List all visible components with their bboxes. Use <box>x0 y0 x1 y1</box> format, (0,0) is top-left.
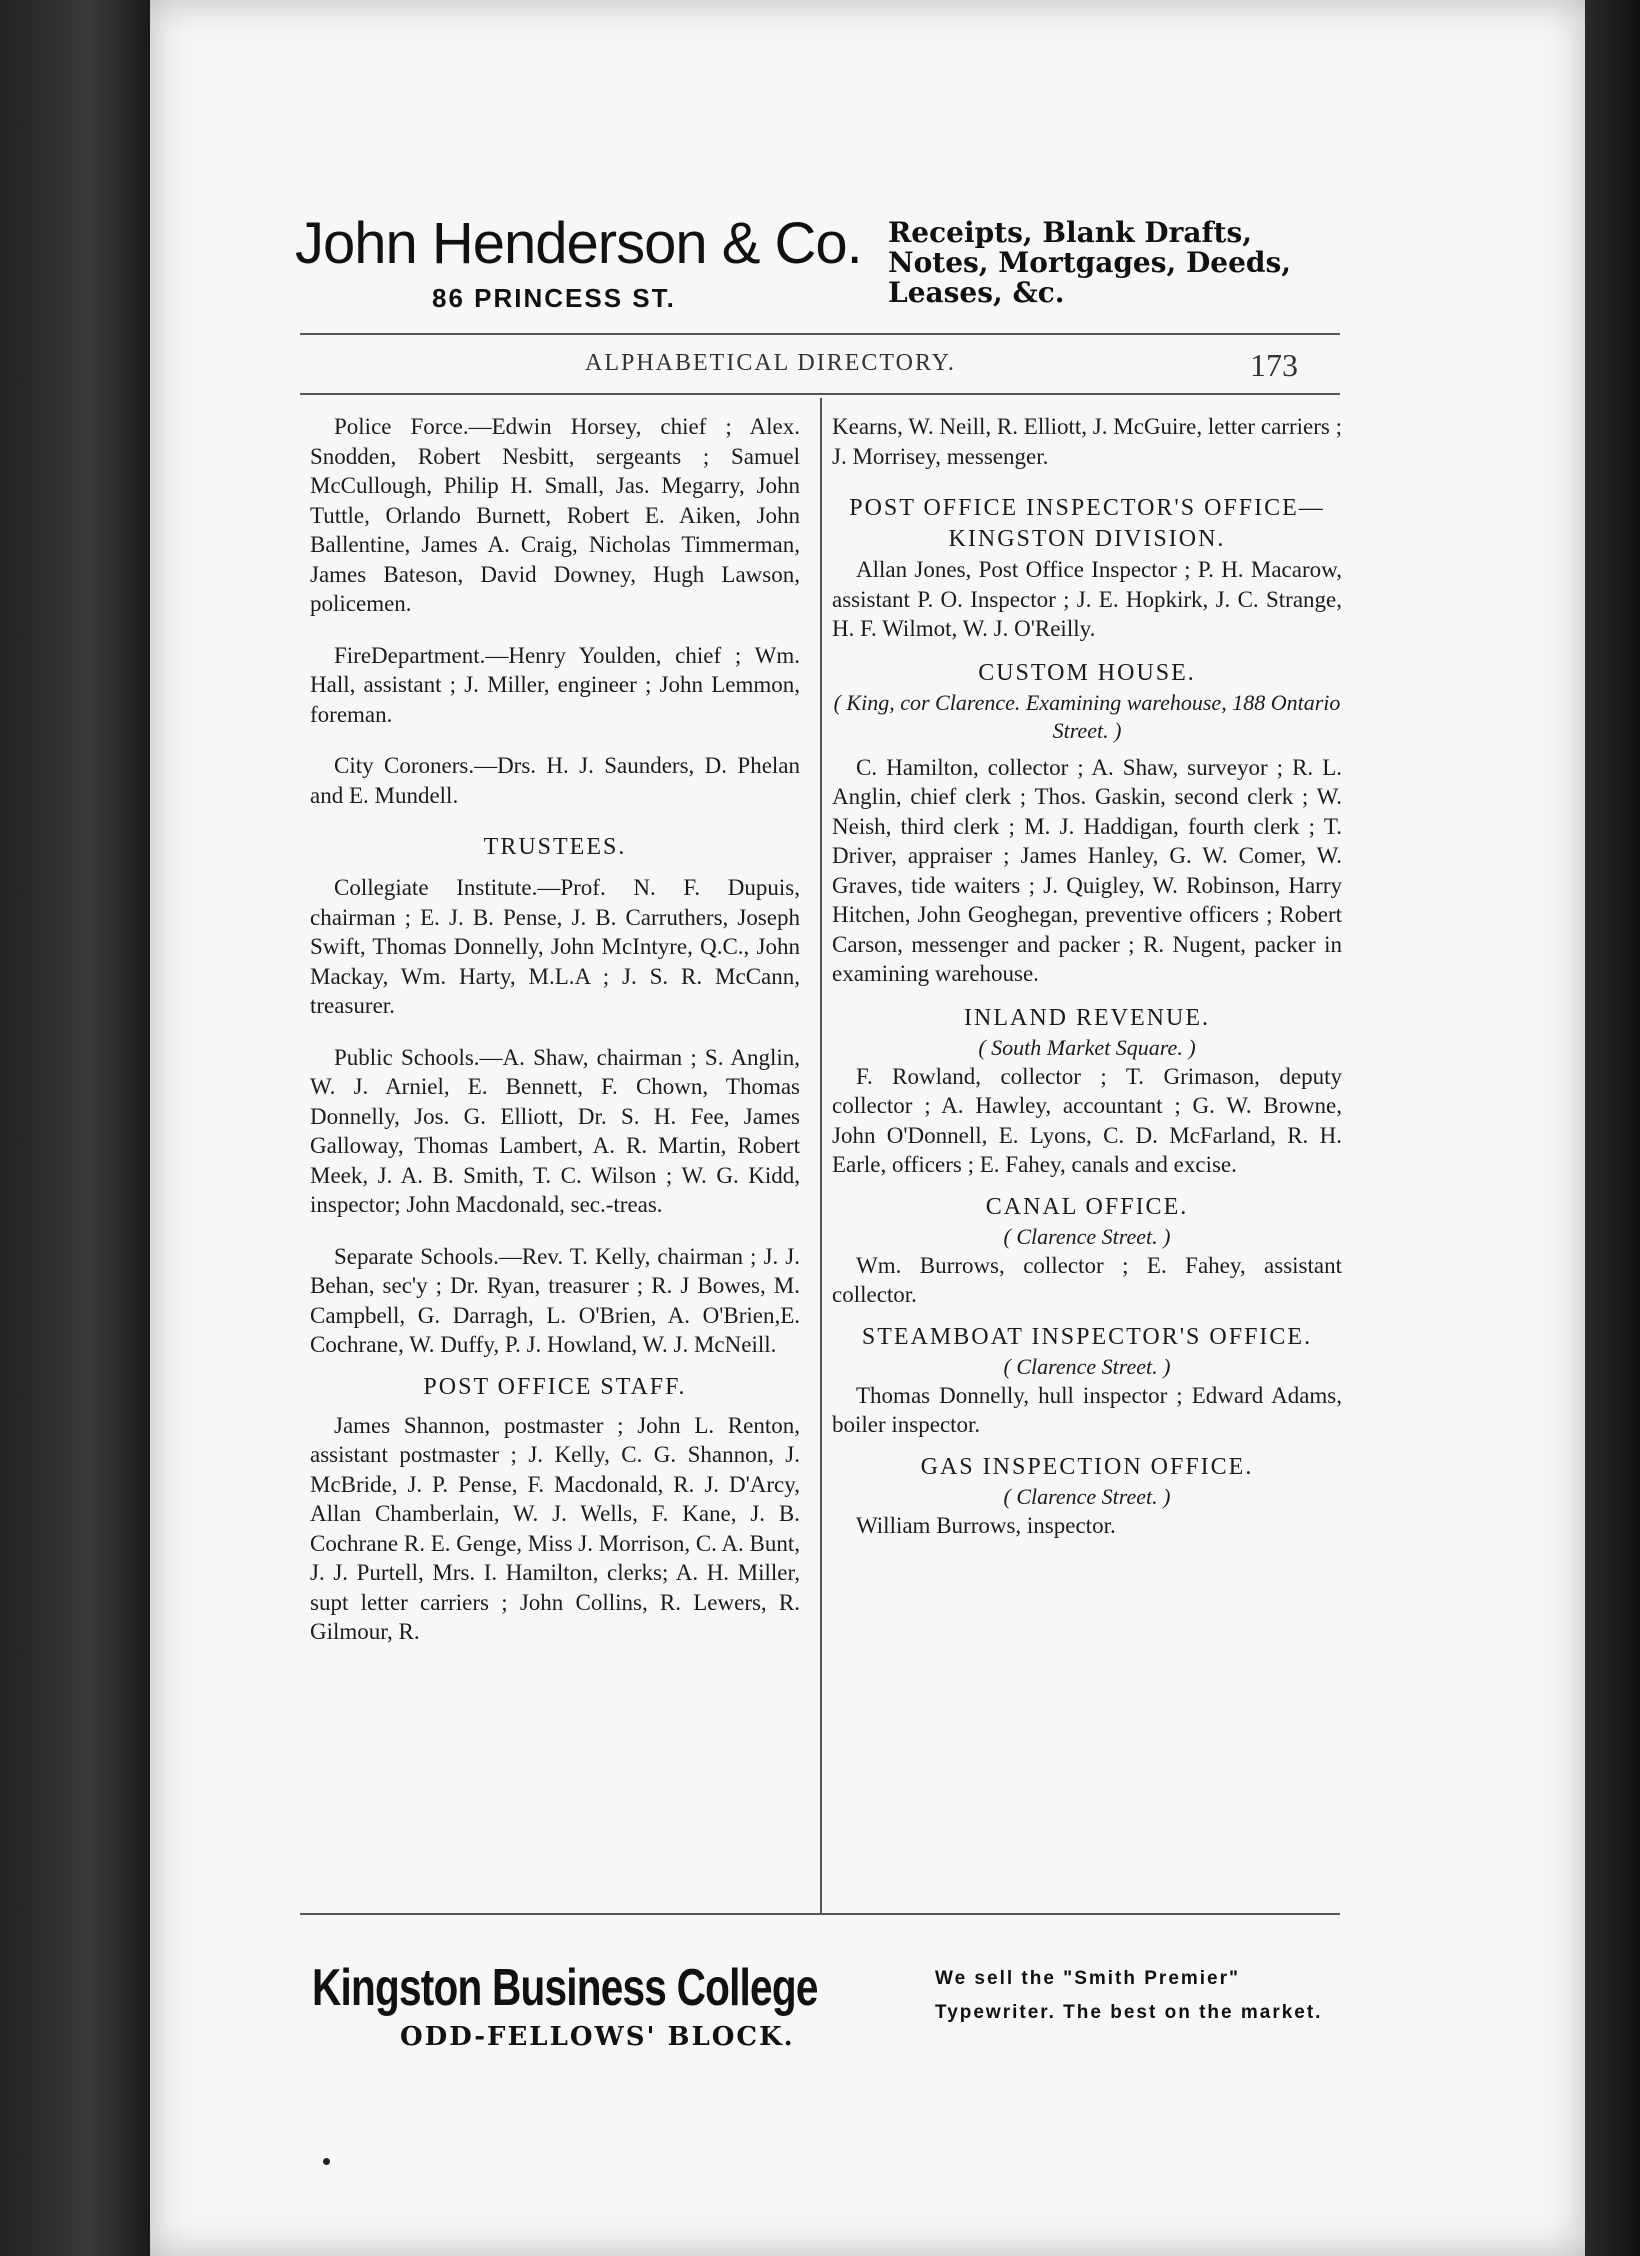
footer-ad-block: ODD-FELLOWS' BLOCK. <box>400 2022 795 2052</box>
entry-separate-schools: Separate Schools.—Rev. T. Kelly, chairman ; J. J. Behan, sec'y ; Dr. Ryan, treasurer ; R. J Bowes, M. Campbell, G. Darragh, L. O'Brien, A. O'Brien,E. Cochrane, W. Duffy, P. J. Howland, W. J. McNeill. <box>310 1243 800 1357</box>
entry-collegiate-institute: Collegiate Institute.—Prof. N. F. Dupuis, chairman ; E. J. B. Pense, J. B. Carruthers, Joseph Swift, Thomas Donnelly, John McIntyre, Q.C., John Mackay, Wm. Harty, M.L.A ; J. S. R. McCann, treasurer. <box>310 875 800 1018</box>
heading-steamboat-inspector: STEAMBOAT INSPECTOR'S OFFICE. <box>861 1323 1313 1350</box>
entry-public-schools: Public Schools.—A. Shaw, chairman ; S. Anglin, W. J. Arniel, E. Bennett, F. Chown, Thomas Donnelly, Jos. G. Elliott, Dr. S. H. Fee, James Galloway, Thomas Lambert, A. R. Martin, Robert Meek, J. A. B. Smith, T. C. Wilson ; W. G. Kidd, inspector; John Macdonald, sec.-treas. <box>310 1044 800 1217</box>
page-number: 173 <box>1250 347 1298 383</box>
entry-canal-office: Wm. Burrows, collector ; E. Fahey, assistant collector. <box>832 1252 1342 1307</box>
bottom-rule <box>300 1913 1340 1915</box>
heading-post-office-staff: POST OFFICE STAFF. <box>423 1373 687 1400</box>
entry-fire-department: FireDepartment.—Henry Youlden, chief ; Wm. Hall, assistant ; J. Miller, engineer ; John Lemmon, foreman. <box>310 642 800 727</box>
heading-trustees: TRUSTEES. <box>483 834 627 860</box>
column-divider <box>820 398 822 1913</box>
subheading-canal-office: ( Clarence Street. ) <box>1003 1223 1171 1249</box>
heading-gas-inspection: GAS INSPECTION OFFICE. <box>920 1453 1254 1480</box>
ink-speck <box>323 2158 330 2165</box>
running-head: ALPHABETICAL DIRECTORY. <box>585 350 956 376</box>
entry-letter-carriers-cont: Kearns, W. Neill, R. Elliott, J. McGuire, letter carriers ; J. Morrisey, messenger. <box>832 414 1342 469</box>
subheading-gas-inspection: ( Clarence Street. ) <box>1003 1483 1171 1509</box>
entry-po-inspector: Allan Jones, Post Office Inspector ; P. H. Macarow, assistant P. O. Inspector ; J. E. Hopkirk, J. C. Strange, H. F. Wilmot, W. J. O'Reilly. <box>832 557 1342 641</box>
top-rule <box>300 393 1340 395</box>
header-ad-services: Receipts, Blank Drafts, Notes, Mortgages, Deeds, Leases, &c. <box>888 216 1292 309</box>
heading-canal-office: CANAL OFFICE. <box>985 1193 1189 1220</box>
subheading-custom-house: ( King, cor Clarence. Examining warehouse, 188 Ontario Street. ) <box>833 689 1341 743</box>
entry-steamboat-inspector: Thomas Donnelly, hull inspector ; Edward Adams, boiler inspector. <box>832 1382 1342 1437</box>
entry-custom-house: C. Hamilton, collector ; A. Shaw, surveyor ; R. L. Anglin, chief clerk ; Thos. Gaskin, second clerk ; W. Neish, third clerk ; M. J. Haddigan, fourth clerk ; T. Driver, appraiser ; James Hanley, G. W. Comer, W. Graves, tide waiters ; J. Quigley, W. Robinson, Harry Hitchen, John Geoghegan, preventive officers ; Robert Carson, messenger and packer ; R. Nugent, packer in examining warehouse. <box>832 754 1342 986</box>
heading-custom-house: CUSTOM HOUSE. <box>978 659 1196 686</box>
entry-city-coroners: City Coroners.—Drs. H. J. Saunders, D. Phelan and E. Mundell. <box>310 753 800 808</box>
entry-gas-inspection: William Burrows, inspector. <box>856 1512 1116 1538</box>
footer-ad-college: Kingston Business College <box>312 1959 818 2017</box>
subheading-inland-revenue: ( South Market Square. ) <box>978 1034 1196 1060</box>
scan-border-right <box>1585 0 1640 2256</box>
heading-po-inspector: POST OFFICE INSPECTOR'S OFFICE—KINGSTON DIVISION. <box>849 495 1325 552</box>
scan-border-left <box>0 0 150 2256</box>
page <box>150 0 1585 2256</box>
entry-police-force: Police Force.—Edwin Horsey, chief ; Alex. Snodden, Robert Nesbitt, sergeants ; Samuel McCullough, Philip H. Small, Jas. Megarry, John Tuttle, Orlando Burnett, Robert E. Aiken, John Ballentine, James A. Craig, Nicholas Timmerman, James Bateson, David Downey, Hugh Lawson, policemen. <box>310 414 800 616</box>
subheading-steamboat-inspector: ( Clarence Street. ) <box>1003 1353 1171 1379</box>
footer-ad-tagline: We sell the "Smith Premier" Typewriter. The best on the market. <box>935 1968 1323 2023</box>
right-column <box>832 412 1342 1540</box>
heading-inland-revenue: INLAND REVENUE. <box>964 1004 1210 1031</box>
entry-inland-revenue: F. Rowland, collector ; T. Grimason, deputy collector ; A. Hawley, accountant ; G. W. Browne, John O'Donnell, E. Lyons, C. D. McFarland, R. H. Earle, officers ; E. Fahey, canals and excise. <box>832 1063 1342 1177</box>
header-rule <box>300 333 1340 335</box>
left-column <box>310 412 800 1647</box>
header-ad-company: John Henderson & Co. <box>295 211 862 276</box>
entry-post-office-staff: James Shannon, postmaster ; John L. Renton, assistant postmaster ; J. Kelly, C. G. Shannon, J. McBride, J. P. Pense, F. Macdonald, R. J. D'Arcy, Allan Chamberlain, W. J. Wells, F. Kane, J. B. Cochrane R. E. Genge, Miss J. Morrison, C. A. Bunt, J. J. Purtell, Mrs. I. Hamilton, clerks; A. H. Miller, supt letter carriers ; John Collins, R. Lewers, R. Gilmour, R. <box>310 1412 801 1644</box>
header-ad-address: 86 PRINCESS ST. <box>432 283 676 313</box>
